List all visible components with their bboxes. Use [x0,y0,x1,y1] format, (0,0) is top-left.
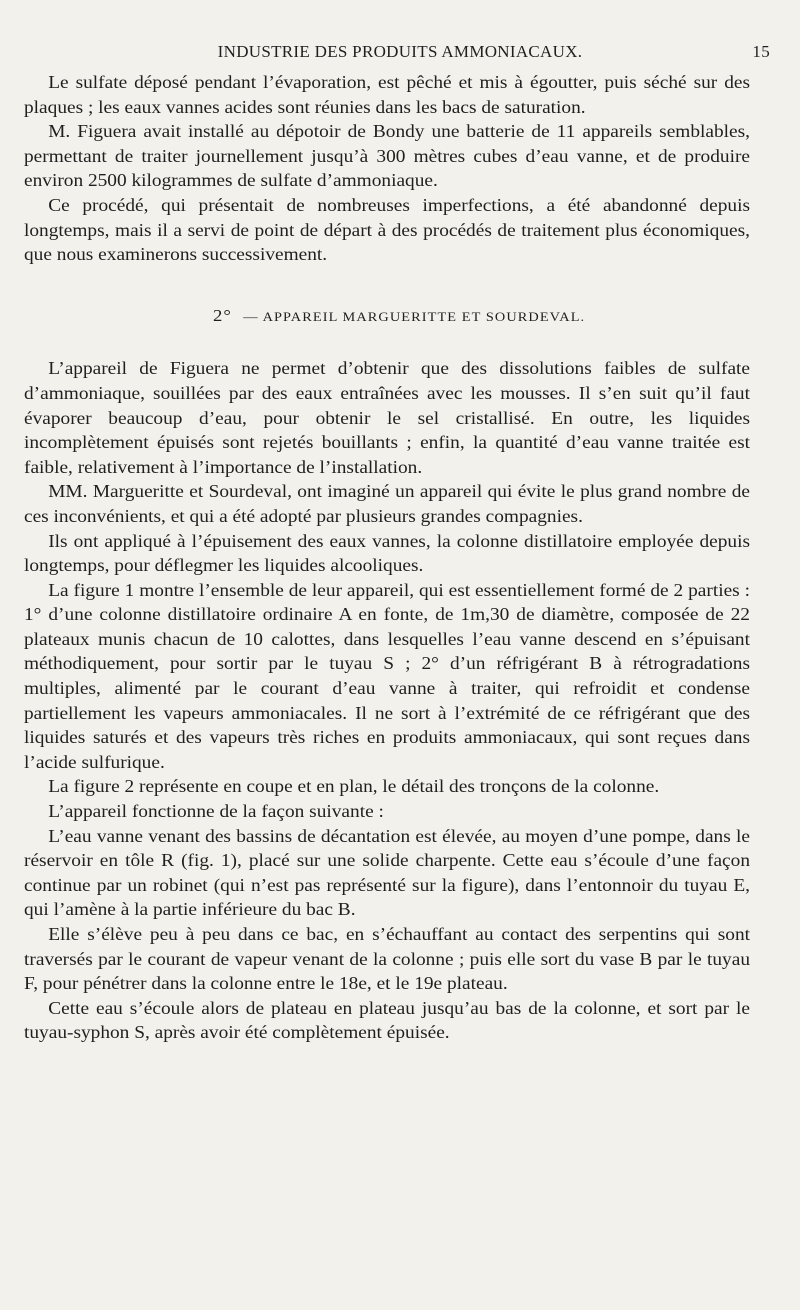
section-heading [24,304,750,330]
paragraph: M. Figuera avait installé au dépotoir de Bondy une batterie de 11 appareils semblables, permettant de traiter journellement jusqu’à 300 mètres cubes d’eau vanne, et de produire environ 2500 kilogrammes de sulfate d’ammoniaque. [24,121,750,191]
paragraph: MM. Margueritte et Sourdeval, ont imaginé un appareil qui évite le plus grand nombre de ces inconvénients, et qui a été adopté par plusieurs grandes compagnies. [24,481,750,526]
page-header [24,40,776,68]
paragraph: Ce procédé, qui présentait de nombreuses imperfections, a été abandonné depuis longtemps, mais il a servi de point de départ à des procédés de traitement plus économiques, que nous examinerons successivement. [24,194,750,265]
section-number: 2° [212,305,233,325]
paragraph: L’eau vanne venant des bassins de décantation est élevée, au moyen d’une pompe, dans le réservoir en tôle R (fig. 1), placé sur une solide charpente. Cette eau s’écoule d’une façon continue par un robinet (qui n’est pas représenté sur la figure), dans l’entonnoir du tuyau E, qui l’amène à la partie inférieure du bac B. [24,825,750,920]
paragraph: La figure 2 représente en coupe et en plan, le détail des tronçons de la colonne. [48,776,660,797]
paragraph: L’appareil fonctionne de la façon suivante : [48,801,384,822]
page-number: 15 [752,42,770,61]
paragraph: Elle s’élève peu à peu dans ce bac, en s’échauffant au contact des serpentins qui sont traversés par le courant de vapeur venant de la colonne ; puis elle sort du vase B par le tuyau F, pour pénétrer dans la colonne entre le 18e, et le 19e plateau. [24,924,750,994]
paragraph: Ils ont appliqué à l’épuisement des eaux vannes, la colonne distillatoire employée depuis longtemps, pour déflegmer les liquides alcooliques. [24,530,750,576]
paragraph: L’appareil de Figuera ne permet d’obtenir que des dissolutions faibles de sulfate d’ammoniaque, souillées par des eaux entraînées avec les mousses. Il s’en suit qu’il faut évaporer beaucoup d’eau, pour obtenir le sel cristallisé. En outre, les liquides incomplètement épuisés sont rejetés bouillants ; enfin, la quantité d’eau vanne traitée est faible, relativement à l’importance de l’installation. [24,358,750,477]
paragraph: Le sulfate déposé pendant l’évaporation, est pêché et mis à égoutter, puis séché sur des plaques ; les eaux vannes acides sont réunies dans les bacs de saturation. [24,72,750,117]
body-text [24,70,750,1045]
section-title: — APPAREIL MARGUERITTE ET SOURDEVAL. [243,308,586,324]
running-head: INDUSTRIE DES PRODUITS AMMONIACAUX. [217,42,583,61]
paragraph: Cette eau s’écoule alors de plateau en plateau jusqu’au bas de la colonne, et sort par le tuyau-syphon S, après avoir été complètement épuisée. [24,997,750,1043]
paragraph: La figure 1 montre l’ensemble de leur appareil, qui est essentiellement formé de 2 parties : 1° d’une colonne distillatoire ordinaire A en fonte, de 1m,30 de diamètre, composée de 22 plateaux munis chacun de 10 calottes, dans lesquelles l’eau vanne descend en s’épuisant méthodiquement, pour sortir par le tuyau S ; 2° d’un réfrigérant B à rétrogradations multiples, alimenté par le courant d’eau vanne à traiter, qui refroidit et condense partiellement les vapeurs ammoniacales. Il ne sort à l’extrémité de ce réfrigérant que des liquides saturés et des vapeurs très riches en produits ammoniacaux, qui sont reçues dans l’acide sulfurique. [24,579,750,772]
